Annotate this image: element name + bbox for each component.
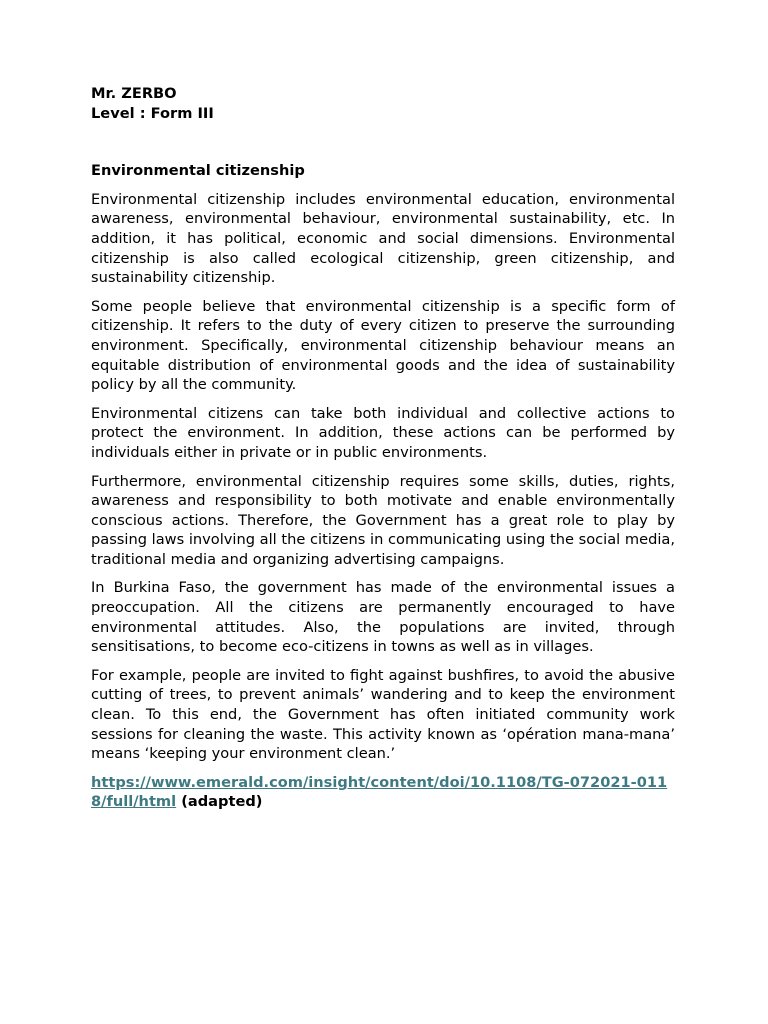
paragraph: In Burkina Faso, the government has made of the environmental issues a preoccupation. All the citizens are permanently encouraged to have environmental attitudes. Also, the populations are invited, through sensitisations, to become eco-citizens in towns as well as in villages. xyxy=(91,579,675,656)
source-link[interactable]: https://www.emerald.com/insight/content/doi/10.1108/TG-072021-0118/full/html xyxy=(91,773,668,811)
document-title: Environmental citizenship xyxy=(91,162,305,180)
paragraph: Environmental citizenship includes environmental education, environmental awareness, environmental behaviour, environmental sustainability, etc. In addition, it has political, economic and social dimensions. Environmental citizenship is also called ecological citizenship, green citizenship, and sustainability citizenship. xyxy=(91,190,675,287)
paragraph: Environmental citizens can take both individual and collective actions to protect the environment. In addition, these actions can be performed by individuals either in private or in public environments. xyxy=(91,404,675,461)
document-page xyxy=(91,84,675,812)
paragraph: For example, people are invited to fight against bushfires, to avoid the abusive cutting of trees, to prevent animals’ wandering and to keep the environment clean. To this end, the Government has often initiated community work sessions for cleaning the waste. This activity known as ‘opération mana-mana’ means ‘keeping your environment clean.’ xyxy=(91,666,675,763)
class-level: Level : Form III xyxy=(91,104,214,122)
paragraph: Furthermore, environmental citizenship requires some skills, duties, rights, awareness and responsibility to both motivate and enable environmentally conscious actions. Therefore, the Government has a great role to play by passing laws involving all the citizens in communicating using the social media, traditional media and organizing advertising campaigns. xyxy=(91,472,675,568)
paragraph: Some people believe that environmental citizenship is a specific form of citizenship. It refers to the duty of every citizen to preserve the surrounding environment. Specifically, environmental citizenship behaviour means an equitable distribution of environmental goods and the idea of sustainability policy by all the community. xyxy=(91,297,675,394)
source-citation xyxy=(91,773,675,812)
teacher-name: Mr. ZERBO xyxy=(91,85,177,102)
source-note: (adapted) xyxy=(176,793,263,811)
